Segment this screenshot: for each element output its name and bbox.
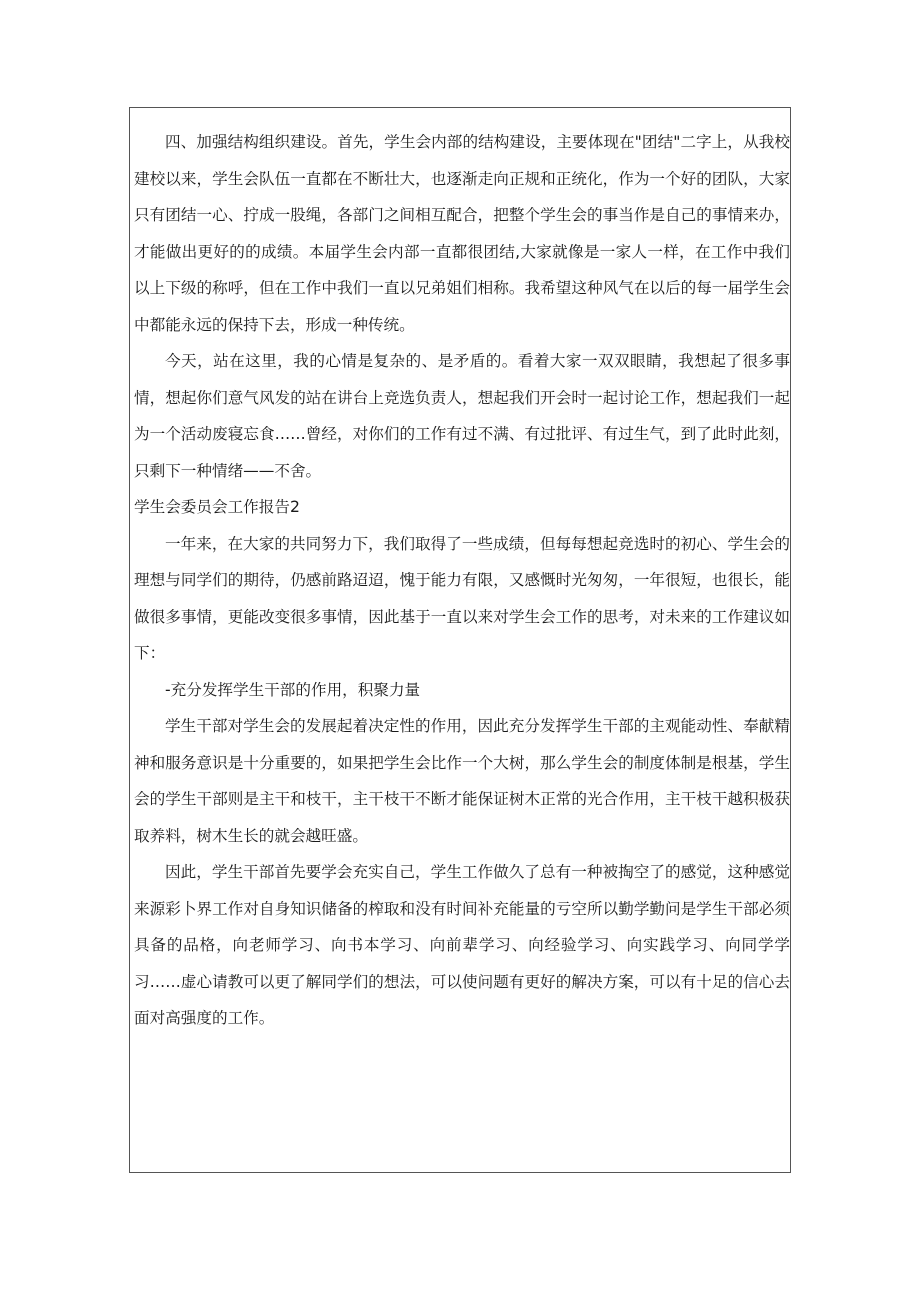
paragraph-year-review: 一年来，在大家的共同努力下，我们取得了一些成绩，但每每想起竞选时的初心、学生会的理想与同学们的期待，仍感前路迢迢，愧于能力有限，又感慨时光匆匆，一年很短，也很长，能做很多事情，更能改变很多事情，因此基于一直以来对学生会工作的思考，对未来的工作建议如下： — [134, 534, 790, 662]
document-body — [134, 124, 790, 1037]
paragraph-subheading-cadres: -充分发挥学生干部的作用，积聚力量 — [165, 680, 421, 699]
paragraph-farewell: 今天，站在这里，我的心情是复杂的、是矛盾的。看着大家一双双眼睛，我想起了很多事情，想起你们意气风发的站在讲台上竞选负责人，想起我们开会时一起讨论工作，想起我们一起为一个活动废寝忘食……曾经，对你们的工作有过不满、有过批评、有过生气，到了此时此刻，只剩下一种情绪——不舍。 — [134, 352, 790, 480]
paragraph-cadre-role: 学生干部对学生会的发展起着决定性的作用，因此充分发挥学生干部的主观能动性、奉献精神和服务意识是十分重要的，如果把学生会比作一个大树，那么学生会的制度体制是根基，学生会的学生干部则是主干和枝干，主干枝干不断才能保证树木正常的光合作用，主干枝干越积极获取养料，树木生长的就会越旺盛。 — [134, 717, 790, 845]
document-page — [129, 107, 791, 1173]
paragraph-self-improvement: 因此，学生干部首先要学会充实自己，学生工作做久了总有一种被掏空了的感觉，这种感觉来源彩卜界工作对自身知识储备的榨取和没有时间补充能量的亏空所以勤学勤问是学生干部必须具备的品格，向老师学习、向书本学习、向前辈学习、向经验学习、向实践学习、向同学学习……虚心请教可以更了解同学们的想法，可以使问题有更好的解决方案，可以有十足的信心去面对高强度的工作。 — [134, 863, 790, 1027]
paragraph-structure-building: 四、加强结构组织建设。首先，学生会内部的结构建设，主要体现在"团结"二字上，从我校建校以来，学生会队伍一直都在不断壮大，也逐渐走向正规和正统化，作为一个好的团队，大家只有团结一心、拧成一股绳，各部门之间相互配合，把整个学生会的事当作是自己的事情来办，才能做出更好的的成绩。本届学生会内部一直都很团结,大家就像是一家人一样，在工作中我们以上下级的称呼，但在工作中我们一直以兄弟姐们相称。我希望这种风气在以后的每一届学生会中都能永远的保持下去，形成一种传统。 — [134, 133, 790, 334]
section-heading: 学生会委员会工作报告2 — [134, 498, 300, 516]
